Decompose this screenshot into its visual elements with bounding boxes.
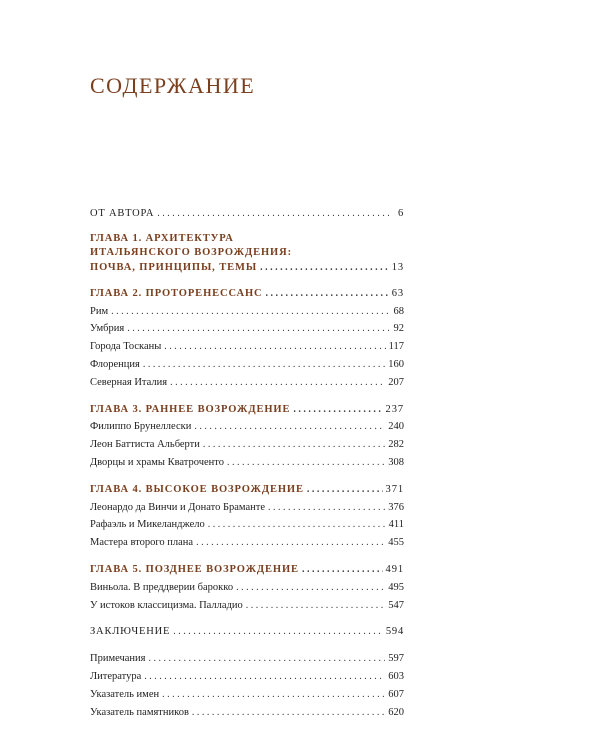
toc-entry[interactable] — [90, 454, 404, 472]
toc-entry-page: 607 — [388, 688, 404, 700]
toc-entry-label: Северная Италия — [90, 376, 168, 388]
toc-entry-page: 92 — [393, 323, 404, 335]
toc-entry-label: Рафаэль и Микеланджело — [90, 519, 205, 531]
toc-entry-page: 237 — [385, 403, 404, 415]
page-title: СОДЕРЖАНИЕ — [90, 73, 256, 98]
toc-entry-page: 620 — [388, 706, 404, 718]
toc-entry-label: ГЛАВА 3. РАННЕЕ ВОЗРОЖДЕНИЕ — [90, 403, 291, 415]
toc-entry-label: Указатель имен — [90, 688, 160, 700]
toc-entry-label: Леонардо да Винчи и Донато Браманте — [90, 501, 265, 513]
toc-chapter-2[interactable] — [90, 285, 404, 303]
chapter-1-title-line-3: ПОЧВА, ПРИНЦИПЫ, ТЕМЫ — [90, 261, 258, 273]
dot-leader — [149, 650, 386, 668]
toc-entry-label: ЗАКЛЮЧЕНИЕ — [90, 626, 171, 638]
toc-entry-page: 603 — [388, 670, 404, 682]
chapter-1-title-line-2: ИТАЛЬЯНСКОГО ВОЗРОЖДЕНИЯ: — [90, 246, 292, 258]
toc-entry[interactable] — [90, 597, 404, 615]
toc-entry[interactable] — [90, 418, 404, 436]
toc-entry[interactable] — [90, 338, 404, 356]
dot-leader — [111, 303, 390, 321]
chapter-1-title-line-1: ГЛАВА 1. АРХИТЕКТУРА — [90, 232, 234, 244]
toc-entry-label: ГЛАВА 2. ПРОТОРЕНЕССАНС — [90, 287, 263, 299]
toc-entry-page: 117 — [388, 341, 404, 353]
dot-leader — [173, 623, 383, 641]
toc-entry-label: Филиппо Брунеллески — [90, 421, 192, 433]
dot-leader — [266, 285, 389, 303]
toc-entry[interactable] — [90, 303, 404, 321]
table-of-contents — [90, 205, 404, 721]
dot-leader — [236, 579, 385, 597]
toc-entry-label: Умбрия — [90, 323, 125, 335]
toc-entry-page: 68 — [393, 305, 404, 317]
toc-entry-page: 411 — [388, 519, 404, 531]
toc-entry-page: 597 — [388, 653, 404, 665]
toc-entry[interactable] — [90, 650, 404, 668]
dot-leader — [194, 418, 385, 436]
toc-entry[interactable] — [90, 499, 404, 517]
dot-leader — [144, 668, 385, 686]
toc-entry-page: 160 — [388, 358, 404, 370]
dot-leader — [268, 499, 385, 517]
dot-leader — [170, 374, 385, 392]
dot-leader — [196, 534, 385, 552]
toc-entry[interactable] — [90, 436, 404, 454]
toc-entry-page: 207 — [388, 376, 404, 388]
toc-entry-page: 455 — [388, 537, 404, 549]
dot-leader — [127, 320, 390, 338]
toc-entry-page: 308 — [388, 456, 404, 468]
toc-entry-label: Мастера второго плана — [90, 537, 194, 549]
toc-entry-label: ОТ АВТОРА — [90, 208, 155, 219]
dot-leader — [307, 481, 383, 499]
dot-leader — [157, 205, 391, 223]
dot-leader — [203, 436, 385, 454]
toc-entry-label: У истоков классицизма. Палладио — [90, 599, 243, 611]
dot-leader — [164, 338, 385, 356]
toc-entry[interactable] — [90, 320, 404, 338]
toc-entry-label: Города Тосканы — [90, 341, 162, 353]
toc-entry-label: Рим — [90, 305, 109, 317]
dot-leader — [208, 516, 386, 534]
toc-entry-page: 376 — [388, 501, 404, 513]
toc-entry[interactable] — [90, 534, 404, 552]
dot-leader — [192, 704, 385, 722]
toc-entry-page: 547 — [388, 599, 404, 611]
toc-entry-page: 491 — [385, 563, 404, 575]
toc-entry-page: 240 — [388, 421, 404, 433]
toc-chapter-1[interactable] — [90, 232, 404, 276]
toc-entry-label: ГЛАВА 5. ПОЗДНЕЕ ВОЗРОЖДЕНИЕ — [90, 563, 299, 575]
toc-entry[interactable] — [90, 668, 404, 686]
toc-entry-page: 495 — [388, 581, 404, 593]
toc-entry-page: 13 — [391, 261, 404, 273]
dot-leader — [260, 260, 389, 276]
toc-entry[interactable] — [90, 374, 404, 392]
toc-entry-label: Дворцы и храмы Кватроченто — [90, 456, 224, 468]
toc-chapter-4[interactable] — [90, 481, 404, 499]
toc-entry-page: 6 — [397, 208, 404, 219]
dot-leader — [293, 401, 382, 419]
toc-entry-page: 371 — [385, 483, 404, 495]
toc-entry-conclusion[interactable] — [90, 623, 404, 641]
dot-leader — [246, 597, 385, 615]
toc-entry-label: ГЛАВА 4. ВЫСОКОЕ ВОЗРОЖДЕНИЕ — [90, 483, 304, 495]
dot-leader — [302, 561, 383, 579]
toc-entry[interactable] — [90, 686, 404, 704]
toc-entry[interactable] — [90, 704, 404, 722]
toc-entry-page: 594 — [385, 626, 404, 638]
toc-entry[interactable] — [90, 356, 404, 374]
toc-entry-label: Указатель памятников — [90, 706, 189, 718]
toc-entry[interactable] — [90, 516, 404, 534]
toc-entry-label: Леон Баттиста Альберти — [90, 439, 200, 451]
toc-entry-label: Флоренция — [90, 358, 140, 370]
dot-leader — [162, 686, 385, 704]
toc-entry-label: Примечания — [90, 653, 146, 665]
dot-leader — [227, 454, 385, 472]
toc-entry-label: Виньола. В преддверии барокко — [90, 581, 234, 593]
dot-leader — [143, 356, 385, 374]
toc-chapter-3[interactable] — [90, 401, 404, 419]
toc-entry-author[interactable] — [90, 205, 404, 223]
toc-entry-label: Литература — [90, 670, 142, 682]
toc-entry-page: 282 — [388, 439, 404, 451]
toc-chapter-5[interactable] — [90, 561, 404, 579]
toc-entry-page: 63 — [391, 287, 404, 299]
toc-entry[interactable] — [90, 579, 404, 597]
